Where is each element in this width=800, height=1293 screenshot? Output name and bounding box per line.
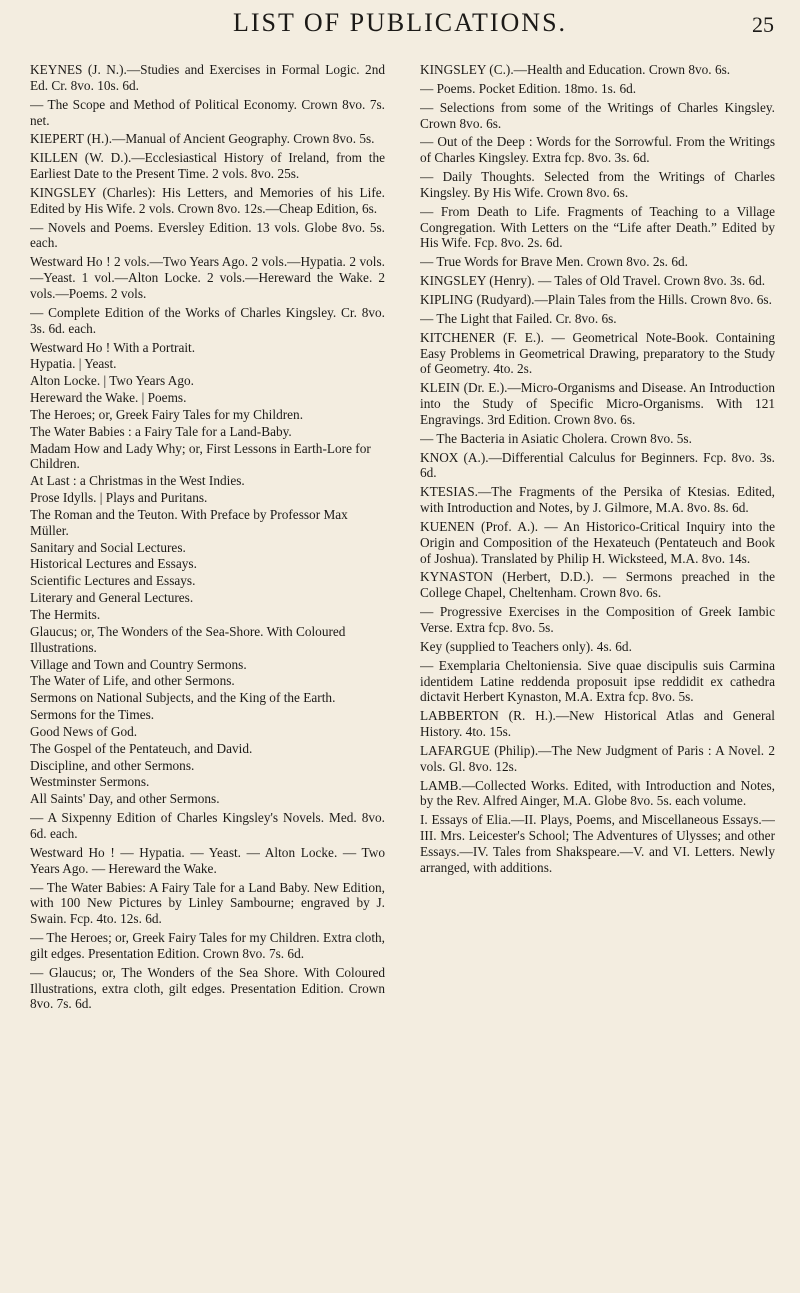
list-item: — The Bacteria in Asiatic Cholera. Crown 8vo. 5s.	[420, 430, 692, 446]
list-item: — Selections from some of the Writings of Charles Kingsley. Crown 8vo. 6s.	[420, 99, 775, 131]
page-header	[0, 0, 800, 48]
list-item: — The Scope and Method of Political Economy. Crown 8vo. 7s. net.	[30, 96, 385, 128]
list-item: I. Essays of Elia.—II. Plays, Poems, and Miscellaneous Essays.—III. Mrs. Leicester's School; The Adventures of Ulysses; and other Essays.—IV. Tales from Shakspeare.—V. and VI. Letters. Newly arranged, with additions.	[420, 812, 775, 875]
list-item: — True Words for Brave Men. Crown 8vo. 2s. 6d.	[420, 254, 688, 270]
list-item: KLEIN (Dr. E.).—Micro-Organisms and Disease. An Introduction into the Study of Specific Micro-Organisms. With 121 Engravings. 3rd Edition. Crown 8vo. 6s.	[420, 380, 775, 427]
list-item: Prose Idylls. | Plays and Puritans.	[30, 490, 208, 506]
list-item: — Complete Edition of the Works of Charles Kingsley. Cr. 8vo. 3s. 6d. each.	[30, 304, 385, 336]
list-item: KYNASTON (Herbert, D.D.). — Sermons preached in the College Chapel, Cheltenham. Crown 8vo. 6s.	[420, 569, 775, 601]
list-item: Sermons for the Times.	[30, 707, 155, 723]
list-item: — Glaucus; or, The Wonders of the Sea Shore. With Coloured Illustrations, extra cloth, gilt edges. Presentation Edition. Crown 8vo. 7s. 6d.	[30, 964, 385, 1012]
list-item: The Water Babies : a Fairy Tale for a Land-Baby.	[30, 423, 292, 439]
list-item: All Saints' Day, and other Sermons.	[30, 791, 220, 807]
list-item: The Roman and the Teuton. With Preface by Professor Max Müller.	[30, 506, 348, 538]
right-column	[420, 62, 775, 1287]
list-item: KUENEN (Prof. A.). — An Historico-Critical Inquiry into the Origin and Composition of the Hexateuch (Pentateuch and Book of Joshua). Translated by Philip H. Wicksteed, M.A. 8vo. 14s.	[420, 518, 775, 566]
list-item: — The Light that Failed. Cr. 8vo. 6s.	[420, 310, 617, 326]
left-column	[30, 62, 385, 1287]
list-item: KTESIAS.—The Fragments of the Persika of Ktesias. Edited, with Introduction and Notes, by J. Gilmore, M.A. 8vo. 8s. 6d.	[420, 484, 775, 516]
list-item: — The Heroes; or, Greek Fairy Tales for my Children. Extra cloth, gilt edges. Presentation Edition. Crown 8vo. 7s. 6d.	[30, 930, 385, 961]
list-item: Westward Ho ! With a Portrait.	[30, 339, 196, 355]
list-item: The Gospel of the Pentateuch, and David.	[30, 740, 253, 756]
page-number: 25	[752, 12, 774, 37]
list-item: KINGSLEY (C.).—Health and Education. Crown 8vo. 6s.	[420, 62, 731, 77]
list-item: — From Death to Life. Fragments of Teaching to a Village Congregation. With Letters on the “Life after Death.” Edited by His Wife. Fcp. 8vo. 2s. 6d.	[420, 203, 775, 251]
list-item: Sanitary and Social Lectures.	[30, 539, 186, 555]
list-item: — Daily Thoughts. Selected from the Writings of Charles Kingsley. By His Wife. Crown 8vo. 6s.	[420, 169, 775, 200]
list-item: The Hermits.	[30, 607, 101, 622]
list-item: Village and Town and Country Sermons.	[30, 656, 247, 672]
list-item: The Heroes; or, Greek Fairy Tales for my Children.	[30, 406, 304, 422]
list-item: At Last : a Christmas in the West Indies.	[30, 473, 245, 489]
list-item: KITCHENER (F. E.). — Geometrical Note-Book. Containing Easy Problems in Geometrical Drawing, preparatory to the Study of Geometry. 4to. 2s.	[420, 329, 775, 377]
list-item: KIPLING (Rudyard).—Plain Tales from the Hills. Crown 8vo. 6s.	[420, 291, 772, 307]
list-item: KIEPERT (H.).—Manual of Ancient Geography. Crown 8vo. 5s.	[30, 131, 375, 147]
list-item: Glaucus; or, The Wonders of the Sea-Shore. With Coloured Illustrations.	[30, 623, 346, 655]
list-item: Scientific Lectures and Essays.	[30, 573, 196, 589]
list-item: — Poems. Pocket Edition. 18mo. 1s. 6d.	[420, 80, 637, 96]
list-item: — Progressive Exercises in the Composition of Greek Iambic Verse. Extra fcp. 8vo. 5s.	[420, 604, 775, 635]
list-item: Key (supplied to Teachers only). 4s. 6d.	[420, 638, 632, 654]
list-item: Good News of God.	[30, 723, 138, 739]
list-item: KINGSLEY (Charles): His Letters, and Memories of his Life. Edited by His Wife. 2 vols. Crown 8vo. 12s.—Cheap Edition, 6s.	[30, 184, 385, 216]
list-item: Madam How and Lady Why; or, First Lessons in Earth-Lore for Children.	[30, 440, 371, 472]
list-item: Hypatia. | Yeast.	[30, 356, 117, 372]
list-item: Alton Locke. | Two Years Ago.	[30, 373, 194, 389]
list-item: — The Water Babies: A Fairy Tale for a Land Baby. New Edition, with 100 New Pictures by Linley Sambourne; engraved by J. Swain. Fcp. 4to. 12s. 6d.	[30, 879, 385, 927]
list-item: Hereward the Wake. | Poems.	[30, 390, 187, 406]
list-item: LAMB.—Collected Works. Edited, with Introduction and Notes, by the Rev. Alfred Ainger, M.A. Globe 8vo. 5s. each volume.	[420, 777, 775, 809]
list-item: KINGSLEY (Henry). — Tales of Old Travel. Crown 8vo. 3s. 6d.	[420, 273, 766, 289]
list-item: Sermons on National Subjects, and the King of the Earth.	[30, 690, 336, 706]
list-item: Discipline, and other Sermons.	[30, 757, 195, 773]
list-item: The Water of Life, and other Sermons.	[30, 673, 235, 689]
list-item: — Out of the Deep : Words for the Sorrowful. From the Writings of Charles Kingsley. Extra fcp. 8vo. 3s. 6d.	[420, 134, 775, 166]
list-item: Westward Ho ! 2 vols.—Two Years Ago. 2 vols.—Hypatia. 2 vols.—Yeast. 1 vol.—Alton Locke. 2 vols.—Hereward the Wake. 2 vols.—Poems. 2 vols.	[30, 254, 385, 301]
list-item: LAFARGUE (Philip).—The New Judgment of Paris : A Novel. 2 vols. Gl. 8vo. 12s.	[420, 742, 775, 774]
list-item: — Novels and Poems. Eversley Edition. 13 vols. Globe 8vo. 5s. each.	[30, 219, 385, 251]
running-title: LIST OF PUBLICATIONS.	[232, 8, 568, 37]
list-item: — A Sixpenny Edition of Charles Kingsley's Novels. Med. 8vo. 6d. each.	[30, 810, 385, 841]
list-item: LABBERTON (R. H.).—New Historical Atlas and General History. 4to. 15s.	[420, 708, 775, 740]
list-item: KEYNES (J. N.).—Studies and Exercises in Formal Logic. 2nd Ed. Cr. 8vo. 10s. 6d.	[30, 62, 385, 93]
list-item: Literary and General Lectures.	[30, 590, 194, 606]
list-item: — Exemplaria Cheltoniensia. Sive quae discipulis suis Carmina identidem Latine reddenda proposuit ipse reddidit ex cathedra dictavit Herbert Kynaston, M.A. Extra fcp. 8vo. 5s.	[420, 657, 775, 705]
list-item: Historical Lectures and Essays.	[30, 556, 197, 572]
list-item: KNOX (A.).—Differential Calculus for Beginners. Fcp. 8vo. 3s. 6d.	[420, 449, 775, 481]
list-item: Westminster Sermons.	[30, 774, 150, 790]
list-item: KILLEN (W. D.).—Ecclesiastical History of Ireland, from the Earliest Date to the Present Time. 2 vols. 8vo. 25s.	[30, 150, 385, 182]
list-item: Westward Ho ! — Hypatia. — Yeast. — Alton Locke. — Two Years Ago. — Hereward the Wake.	[30, 844, 385, 876]
